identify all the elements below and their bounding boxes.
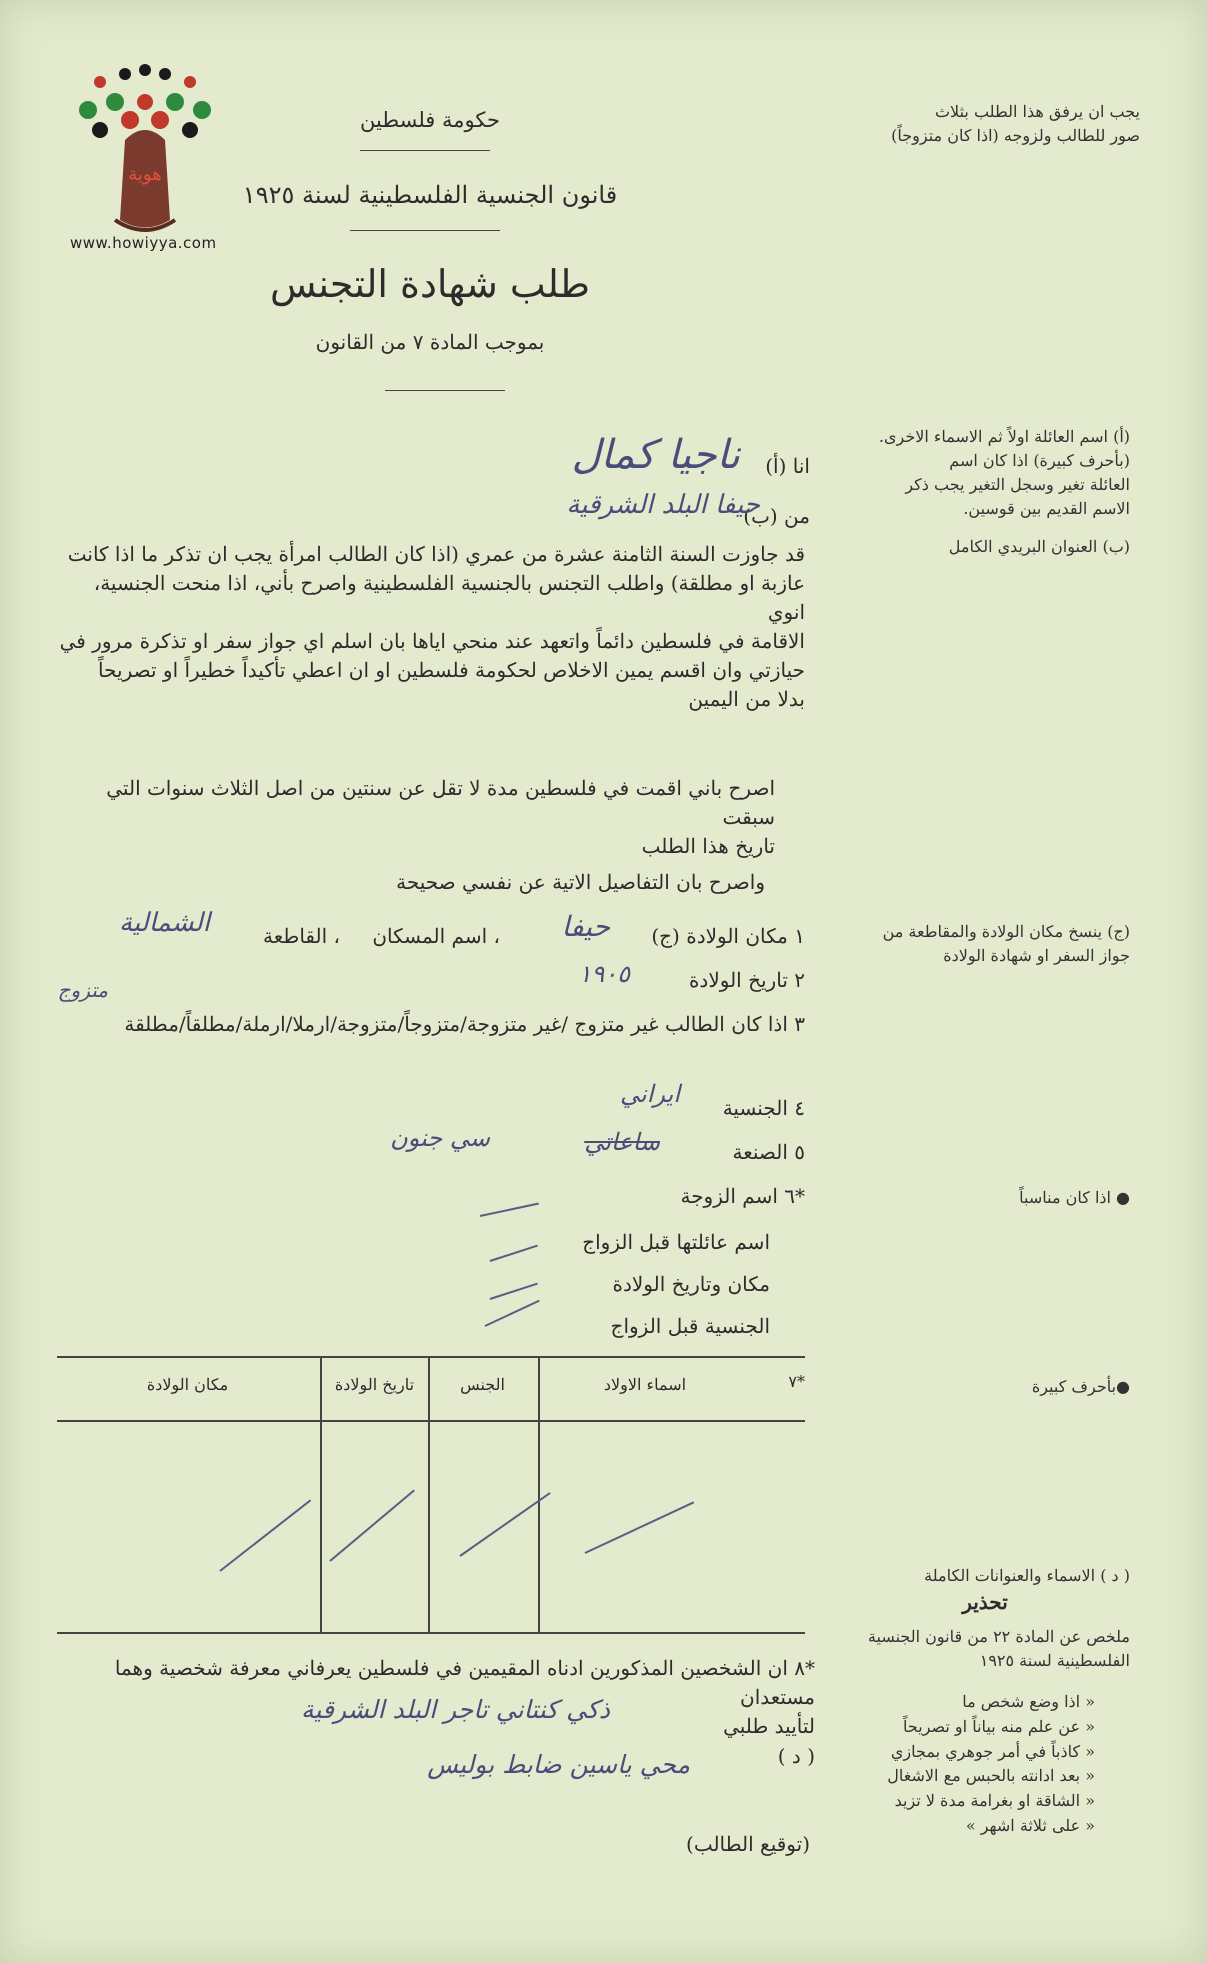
nationality-value: ايراني [620,1080,680,1108]
occupation-value-2: سي جنون [390,1124,490,1152]
declaration-line: بدلا من اليمين [688,687,805,711]
children-num: *٧ [788,1372,805,1391]
note-if-applicable: ● اذا كان مناسباً [1019,1188,1130,1207]
note-c-line: جواز السفر او شهادة الولادة [943,946,1130,965]
blank-stroke [459,1492,550,1557]
marital-value: متزوج [57,978,108,1002]
occupation-value: ساعاتي [584,1128,660,1156]
birthdate-value: ١٩٠٥ [578,960,630,988]
photos-note-line: يجب ان يرفق هذا الطلب بثلاث [934,102,1140,121]
photos-note-line: صور للطالب ولزوجه (اذا كان متزوجاً) [891,126,1140,145]
logo-url: www.howiyya.com [70,234,217,252]
applicant-address: حيفا البلد الشرقية [566,490,760,520]
birthdate-label: ٢ تاريخ الولادة [688,968,805,992]
note-a [850,425,1130,521]
note-c [850,920,1130,968]
residence-declaration [55,774,775,861]
i-am-label: انا (أ) [765,454,810,478]
birthplace-label: ١ مكان الولادة (ج) [651,924,805,948]
warning-title: تحذير [962,1590,1008,1614]
note-capitals: ●بأحرف كبيرة [1031,1377,1130,1396]
form-title: طلب شهادة التجنس [269,262,591,306]
wife-label: *٦ اسم الزوجة [680,1184,805,1208]
note-a-line: (أ) اسم العائلة اولاً ثم الاسماء الاخرى. [878,427,1130,446]
warning-line: « اذا وضع شخص ما [962,1692,1095,1711]
note-a-line: (بأحرف كبيرة) اذا كان اسم [949,451,1130,470]
logo-text: هوية [128,164,162,185]
district-value: الشمالية [119,908,210,938]
note-a-line: العائلة تغير وسجل التغير يجب ذكر [905,475,1130,494]
details-intro: واصرح بان التفاصيل الاتية عن نفسي صحيحة [396,870,765,894]
referees-d-label: ( د ) [777,1744,815,1768]
referee-2: محي ياسين ضابط بوليس [427,1750,690,1779]
warning-intro-line: ملخص عن المادة ٢٢ من قانون الجنسية [867,1627,1130,1646]
from-label: من (ب) [743,504,810,528]
table-header-rule [57,1420,805,1422]
blank-dash [490,1245,538,1262]
declaration-line: الاقامة في فلسطين دائماً واتعهد عند منحي اياها بان اسلم اي جواز سفر او تذكرة مرور في [59,629,805,653]
warning-intro [850,1625,1130,1673]
warning-line: « الشاقة او بغرامة مدة لا تزيد [894,1791,1095,1811]
residence-line: تاريخ هذا الطلب [641,834,775,858]
table-top-rule [57,1356,805,1358]
nationality-label: ٤ الجنسية [722,1096,805,1120]
warning-line: « على ثلاثة اشهر » [965,1815,1095,1835]
declaration-line: قد جاوزت السنة الثامنة عشرة من عمري (اذا كان الطالب امرأة يجب ان تذكر ما اذا كانت [67,542,805,566]
blank-stroke [329,1490,415,1562]
declaration-line: حيازتي وان اقسم يمين الاخلاص لحكومة فلسطين او ان اعطي تأكيداً خطيراً او تصريحاً [98,658,805,682]
blank-stroke [585,1501,695,1554]
blank-dash [485,1300,540,1327]
table-bottom-rule [57,1632,805,1634]
occupation-label: ٥ الصنعة [732,1140,805,1164]
howiyya-logo [70,60,220,260]
wife-nationality-label: الجنسية قبل الزواج [610,1314,770,1338]
signature-label: (توقيع الطالب) [686,1832,810,1856]
applicant-name: ناجيا كمال [571,432,740,478]
note-d: ( د ) الاسماء والعنوانات الكاملة [924,1566,1130,1585]
warning-intro-line: الفلسطينية لسنة ١٩٢٥ [979,1651,1130,1670]
warning-line: « كاذباً في أمر جوهري بمجازي [890,1741,1095,1761]
birthplace-value: حيفا [561,910,610,943]
wife-birth-label: مكان وتاريخ الولادة [612,1272,770,1296]
marital-label: ٣ اذا كان الطالب غير متزوج /غير متزوجة/متزوجاً/متزوجة/ارملا/ارملة/مطلقاً/مطلقة [124,1012,805,1036]
wife-maiden-label: اسم عائلتها قبل الزواج [582,1230,770,1254]
warning-line: « عن علم منه بياناً او تصريحاً [903,1716,1095,1736]
note-b: (ب) العنوان البريدي الكامل [948,537,1130,556]
photos-note [840,100,1140,148]
warning-text [850,1690,1095,1839]
blank-stroke [219,1499,311,1571]
declaration [55,540,805,714]
table-header-sex: الجنس [460,1375,505,1394]
referee-1: ذكي كنتاني تاجر البلد الشرقية [301,1695,610,1724]
government-title: حكومة فلسطين [360,108,500,132]
table-header-names: اسماء الاولاد [603,1375,687,1394]
table-header-birthdate: تاريخ الولادة [334,1375,415,1394]
referees-intro-line: *٨ ان الشخصين المذكورين ادناه المقيمين في فلسطين يعرفاني معرفة شخصية وهما مستعدان [114,1656,815,1709]
note-c-line: (ج) ينسخ مكان الولادة والمقاطعة من [882,922,1130,941]
warning-line: « بعد ادانته بالحبس مع الاشغال [887,1766,1095,1786]
law-title: قانون الجنسية الفلسطينية لسنة ١٩٢٥ [242,181,618,209]
note-a-line: الاسم القديم بين قوسين. [963,499,1130,518]
referees-intro-line: لتأييد طلبي [723,1714,815,1738]
table-header-birthplace: مكان الولادة [146,1375,229,1394]
residence-line: اصرح باني اقمت في فلسطين مدة لا تقل عن سنتين من اصل الثلاث سنوات التي سبقت [106,776,775,829]
housing-label: ، اسم المسكان [372,924,500,948]
declaration-line: عازبة او مطلقة) واطلب التجنس بالجنسية الفلسطينية واصرح بأني، اذا منحت الجنسية، انوي [93,571,805,624]
district-label: ، القاطعة [263,924,340,948]
blank-dash [480,1203,539,1217]
blank-dash [490,1283,538,1300]
article-reference: بموجب المادة ٧ من القانون [315,330,545,354]
